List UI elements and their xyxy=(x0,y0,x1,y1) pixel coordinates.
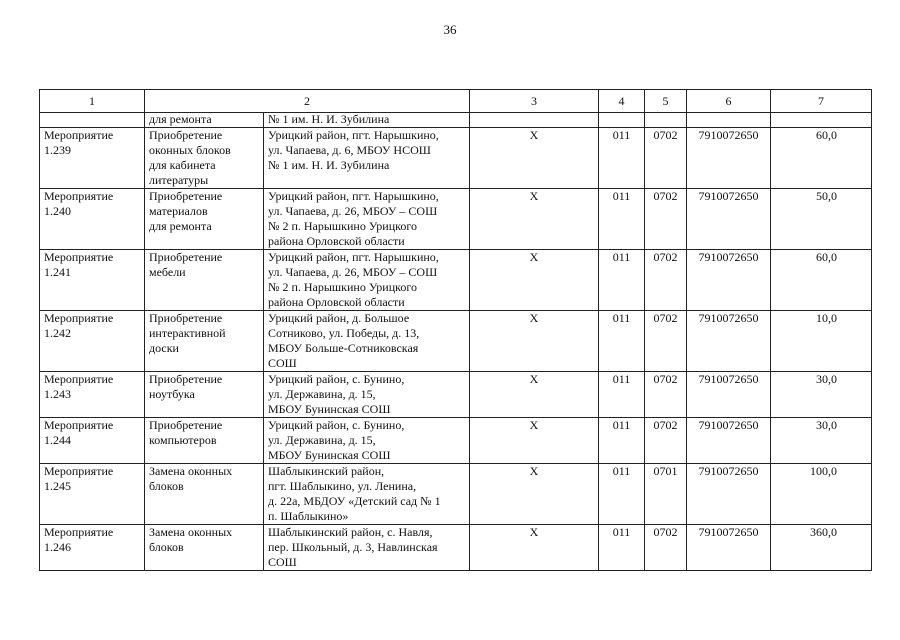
cell-line: ул. Чапаева, д. 26, МБОУ – СОШ xyxy=(268,204,438,218)
address-cell xyxy=(264,311,470,372)
col3-cell: X xyxy=(470,372,599,418)
cell-line: Шаблыкинский район, с. Навля, xyxy=(268,525,433,539)
address-cell xyxy=(264,372,470,418)
description-cell xyxy=(145,418,264,464)
target-code-cell: 7910072650 xyxy=(687,418,771,464)
cell-line: ул. Державина, д. 15, xyxy=(268,387,376,401)
cell-line: блоков xyxy=(149,479,184,493)
cell-line: Приобретение xyxy=(149,128,223,142)
cell-line: Урицкий район, пгт. Нарышкино, xyxy=(268,189,439,203)
cell-line: района Орловской области xyxy=(268,295,405,309)
target-code-cell: 7910072650 xyxy=(687,189,771,250)
cell-line: 1.239 xyxy=(44,143,71,157)
cell-line: Мероприятие xyxy=(44,464,114,478)
cell-line: Мероприятие xyxy=(44,418,114,432)
col3-cell: X xyxy=(470,128,599,189)
cell-line: 1.244 xyxy=(44,433,71,447)
cell-line: п. Шаблыкино» xyxy=(268,509,349,523)
cell-line: Приобретение xyxy=(149,372,223,386)
col3-cell: X xyxy=(470,464,599,525)
amount-cell: 100,0 xyxy=(771,464,872,525)
header-col-6: 6 xyxy=(687,90,771,113)
measure-cell xyxy=(40,418,145,464)
cell-line: литературы xyxy=(149,173,209,187)
description-cell xyxy=(145,372,264,418)
address-cell xyxy=(264,418,470,464)
description-cell xyxy=(145,525,264,571)
cell-line: Мероприятие xyxy=(44,189,114,203)
cell-line: Мероприятие xyxy=(44,311,114,325)
cell-line: 1.242 xyxy=(44,326,71,340)
measure-cell xyxy=(40,525,145,571)
cell-line: Урицкий район, пгт. Нарышкино, xyxy=(268,250,439,264)
amount-cell: 10,0 xyxy=(771,311,872,372)
cell-line: 1.240 xyxy=(44,204,71,218)
cell-line: материалов xyxy=(149,204,208,218)
cell-line: Шаблыкинский район, xyxy=(268,464,385,478)
cell-line: Урицкий район, д. Большое xyxy=(268,311,410,325)
cell-line: МБОУ Бунинская СОШ xyxy=(268,448,391,462)
cell-line: оконных блоков xyxy=(149,143,231,157)
table-row xyxy=(40,464,872,525)
table-row xyxy=(40,311,872,372)
header-col-1: 1 xyxy=(40,90,145,113)
cell-line: пер. Школьный, д. 3, Навлинская xyxy=(268,540,438,554)
cell-line: для ремонта xyxy=(149,219,212,233)
col3-cell: X xyxy=(470,311,599,372)
amount-cell: 30,0 xyxy=(771,372,872,418)
cell-line: Приобретение xyxy=(149,250,223,264)
col3-cell: X xyxy=(470,250,599,311)
cell-line: Урицкий район, с. Бунино, xyxy=(268,418,405,432)
address-cell xyxy=(264,128,470,189)
cell-line: СОШ xyxy=(268,356,297,370)
table-row xyxy=(40,372,872,418)
continuation-col3 xyxy=(470,113,599,128)
cell-line: для кабинета xyxy=(149,158,216,172)
measure-cell xyxy=(40,189,145,250)
header-col-5: 5 xyxy=(645,90,687,113)
table-row xyxy=(40,189,872,250)
amount-cell: 50,0 xyxy=(771,189,872,250)
address-cell xyxy=(264,250,470,311)
amount-cell: 360,0 xyxy=(771,525,872,571)
ministry-code-cell: 011 xyxy=(599,189,645,250)
cell-line: Мероприятие xyxy=(44,128,114,142)
ministry-code-cell: 011 xyxy=(599,128,645,189)
section-code-cell: 0702 xyxy=(645,128,687,189)
section-code-cell: 0702 xyxy=(645,189,687,250)
target-code-cell: 7910072650 xyxy=(687,372,771,418)
cell-line: компьютеров xyxy=(149,433,217,447)
col3-cell: X xyxy=(470,189,599,250)
cell-line: Приобретение xyxy=(149,189,223,203)
cell-line: 1.241 xyxy=(44,265,71,279)
continuation-col4 xyxy=(599,113,645,128)
header-col-7: 7 xyxy=(771,90,872,113)
measure-cell xyxy=(40,250,145,311)
description-cell xyxy=(145,464,264,525)
address-cell xyxy=(264,525,470,571)
cell-line: Мероприятие xyxy=(44,250,114,264)
table-row xyxy=(40,128,872,189)
amount-cell: 30,0 xyxy=(771,418,872,464)
table-row xyxy=(40,418,872,464)
measure-cell xyxy=(40,464,145,525)
cell-line: МБОУ Больше-Сотниковская xyxy=(268,341,419,355)
table-row xyxy=(40,525,872,571)
section-code-cell: 0701 xyxy=(645,464,687,525)
cell-line: ноутбука xyxy=(149,387,195,401)
cell-line: Замена оконных xyxy=(149,525,233,539)
amount-cell: 60,0 xyxy=(771,250,872,311)
continuation-col7 xyxy=(771,113,872,128)
measure-cell xyxy=(40,128,145,189)
cell-line: мебели xyxy=(149,265,186,279)
header-row xyxy=(40,90,872,113)
ministry-code-cell: 011 xyxy=(599,250,645,311)
description-cell xyxy=(145,311,264,372)
target-code-cell: 7910072650 xyxy=(687,128,771,189)
cell-line: Сотниково, ул. Победы, д. 13, xyxy=(268,326,420,340)
continuation-description: для ремонта xyxy=(145,113,264,128)
continuation-measure xyxy=(40,113,145,128)
address-cell xyxy=(264,189,470,250)
measure-cell xyxy=(40,311,145,372)
cell-line: Урицкий район, с. Бунино, xyxy=(268,372,405,386)
ministry-code-cell: 011 xyxy=(599,464,645,525)
cell-line: Мероприятие xyxy=(44,372,114,386)
target-code-cell: 7910072650 xyxy=(687,525,771,571)
target-code-cell: 7910072650 xyxy=(687,464,771,525)
continuation-address: № 1 им. Н. И. Зубилина xyxy=(264,113,470,128)
cell-line: Приобретение xyxy=(149,418,223,432)
cell-line: ул. Державина, д. 15, xyxy=(268,433,376,447)
cell-line: № 1 им. Н. И. Зубилина xyxy=(268,158,390,172)
cell-line: СОШ xyxy=(268,555,297,569)
cell-line: интерактивной xyxy=(149,326,226,340)
cell-line: МБОУ Бунинская СОШ xyxy=(268,402,391,416)
address-cell xyxy=(264,464,470,525)
description-cell xyxy=(145,189,264,250)
measure-cell xyxy=(40,372,145,418)
cell-line: 1.243 xyxy=(44,387,71,401)
header-col-4: 4 xyxy=(599,90,645,113)
description-cell xyxy=(145,128,264,189)
target-code-cell: 7910072650 xyxy=(687,311,771,372)
continuation-col5 xyxy=(645,113,687,128)
table-row xyxy=(40,250,872,311)
continuation-col6 xyxy=(687,113,771,128)
col3-cell: X xyxy=(470,525,599,571)
cell-line: ул. Чапаева, д. 26, МБОУ – СОШ xyxy=(268,265,438,279)
continuation-row xyxy=(40,113,872,128)
section-code-cell: 0702 xyxy=(645,418,687,464)
target-code-cell: 7910072650 xyxy=(687,250,771,311)
cell-line: района Орловской области xyxy=(268,234,405,248)
section-code-cell: 0702 xyxy=(645,250,687,311)
cell-line: 1.246 xyxy=(44,540,71,554)
description-cell xyxy=(145,250,264,311)
cell-line: доски xyxy=(149,341,179,355)
cell-line: ул. Чапаева, д. 6, МБОУ НСОШ xyxy=(268,143,431,157)
cell-line: № 2 п. Нарышкино Урицкого xyxy=(268,280,417,294)
page-number: 36 xyxy=(443,22,457,37)
ministry-code-cell: 011 xyxy=(599,372,645,418)
section-code-cell: 0702 xyxy=(645,311,687,372)
amount-cell: 60,0 xyxy=(771,128,872,189)
header-col-2: 2 xyxy=(145,90,470,113)
cell-line: Урицкий район, пгт. Нарышкино, xyxy=(268,128,439,142)
section-code-cell: 0702 xyxy=(645,372,687,418)
ministry-code-cell: 011 xyxy=(599,418,645,464)
cell-line: пгт. Шаблыкино, ул. Ленина, xyxy=(268,479,417,493)
header-col-3: 3 xyxy=(470,90,599,113)
budget-table xyxy=(39,89,872,571)
cell-line: 1.245 xyxy=(44,479,71,493)
cell-line: д. 22а, МБДОУ «Детский сад № 1 xyxy=(268,494,441,508)
ministry-code-cell: 011 xyxy=(599,311,645,372)
col3-cell: X xyxy=(470,418,599,464)
section-code-cell: 0702 xyxy=(645,525,687,571)
cell-line: Мероприятие xyxy=(44,525,114,539)
cell-line: Приобретение xyxy=(149,311,223,325)
cell-line: блоков xyxy=(149,540,184,554)
cell-line: Замена оконных xyxy=(149,464,233,478)
cell-line: № 2 п. Нарышкино Урицкого xyxy=(268,219,417,233)
ministry-code-cell: 011 xyxy=(599,525,645,571)
